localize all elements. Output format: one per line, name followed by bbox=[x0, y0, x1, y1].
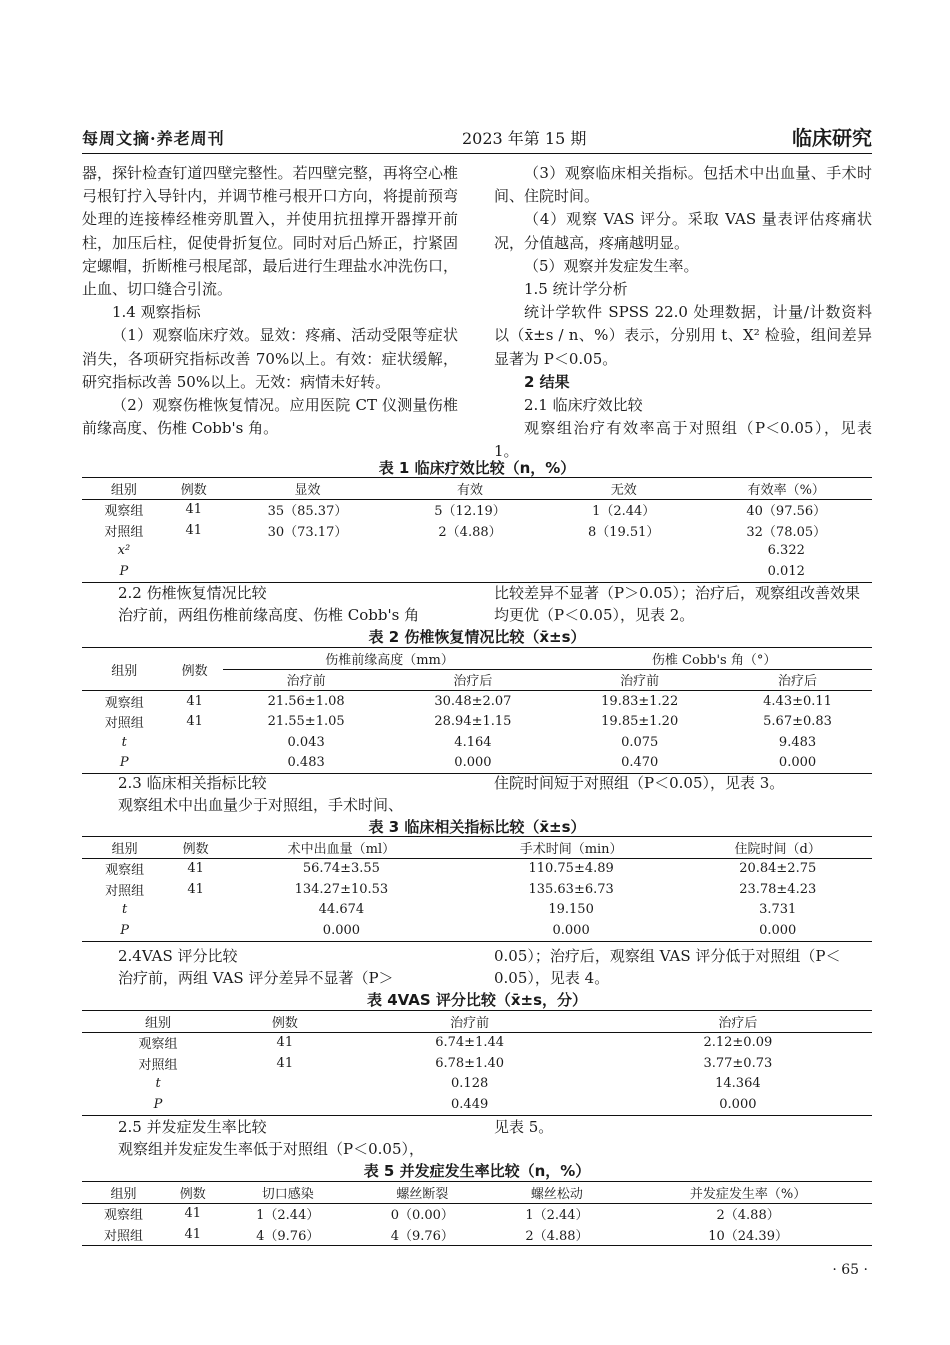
table-header-cell: 组别 bbox=[82, 648, 166, 691]
table-4-caption: 表 4VAS 评分比较（x̄±s，分） bbox=[366, 991, 588, 1009]
table-header-cell: 有效率（%） bbox=[701, 478, 872, 500]
table-header-cell: 伤椎 Cobb's 角（°） bbox=[556, 648, 872, 670]
table-4 bbox=[82, 1010, 872, 1116]
table-header-cell: 例数 bbox=[234, 1011, 335, 1033]
paragraph: 观察组并发症发生率低于对照组（P＜0.05）， bbox=[118, 1140, 424, 1158]
table-header-cell: 例数 bbox=[165, 1182, 220, 1204]
table-row: t 0.043 4.164 0.075 9.483 bbox=[121, 734, 817, 750]
paragraph: 治疗前，两组 VAS 评分差异不显著（P＞ bbox=[118, 969, 394, 987]
paragraph: 器，探针检查钉道四壁完整性。若四壁完整，再将空心椎弓根钉拧入导针内，并调节椎弓根开口方向，将提前预弯处理的连接棒经椎旁肌置入，并使用抗扭撑开器撑开前柱，加压后柱，促使骨折复位。同时对后凸矫正，拧紧固定螺帽，折断椎弓根尾部，最后进行生理盐水冲洗伤口，止血、切口缝合引流。 bbox=[82, 164, 458, 299]
table-header-cell: 组别 bbox=[82, 1182, 165, 1204]
heading-results: 2 结果 bbox=[524, 372, 570, 391]
section-title: 临床研究 bbox=[792, 126, 872, 150]
paragraph: （5）观察并发症发生率。 bbox=[524, 256, 699, 275]
right-column bbox=[494, 162, 872, 464]
table-row: x² 6.322 bbox=[117, 543, 805, 559]
table-header-cell: 治疗后 bbox=[390, 669, 557, 691]
table-3-caption: 表 3 临床相关指标比较（x̄±s） bbox=[368, 818, 586, 836]
table-2 bbox=[82, 647, 872, 774]
table-row: 对照组 41 30（73.17） 2（4.88） 8（19.51） 32（78.05） bbox=[104, 522, 827, 540]
table-header-cell: 螺丝松动 bbox=[490, 1182, 625, 1204]
table-row: 对照组 41 4（9.76） 4（9.76） 2（4.88） 10（24.39） bbox=[82, 1224, 872, 1245]
table-row: P 0.483 0.000 0.470 0.000 bbox=[82, 753, 872, 774]
table-header-cell: 例数 bbox=[167, 837, 224, 859]
paragraph: 治疗前，两组伤椎前缘高度、伤椎 Cobb's 角 bbox=[118, 606, 420, 624]
paragraph: 统计学软件 SPSS 22.0 处理数据，计量/计数资料以（x̄±s / n、%）表示，分别用 t、X² 检验，组间差异显著为 P＜0.05。 bbox=[494, 303, 872, 368]
table-header-cell: 螺丝断裂 bbox=[355, 1182, 490, 1204]
table-header-cell: 组别 bbox=[82, 1011, 234, 1033]
table-header-cell: 例数 bbox=[166, 648, 222, 691]
subheading-2-2: 2.2 伤椎恢复情况比较 bbox=[118, 584, 267, 602]
table-header-cell: 住院时间（d） bbox=[683, 837, 872, 859]
table-3 bbox=[82, 836, 872, 942]
table-2-caption: 表 2 伤椎恢复情况比较（x̄±s） bbox=[368, 628, 586, 646]
paragraph: 住院时间短于对照组（P＜0.05），见表 3。 bbox=[494, 774, 785, 792]
subheading-1-5: 1.5 统计学分析 bbox=[524, 280, 628, 299]
table-header-cell: 有效 bbox=[393, 478, 547, 500]
table-row: 对照组 41 6.78±1.40 3.77±0.73 bbox=[138, 1055, 773, 1073]
table-row: 对照组 41 21.55±1.05 28.94±1.15 19.85±1.20 5.67±0.83 bbox=[104, 714, 832, 732]
table-row: P 0.012 bbox=[82, 561, 872, 582]
table-1-caption: 表 1 临床疗效比较（n，%） bbox=[378, 459, 576, 477]
table-row: 观察组 41 35（85.37） 5（12.19） 1（2.44） 40（97.56） bbox=[104, 502, 827, 520]
paragraph: 比较差异不显著（P＞0.05）；治疗后，观察组改善效果均更优（P＜0.05），见表 2。 bbox=[494, 584, 860, 624]
journal-name: 每周文摘·养老周刊 bbox=[82, 129, 225, 148]
subheading-2-4: 2.4VAS 评分比较 bbox=[118, 947, 238, 965]
paragraph: 0.05）；治疗后，观察组 VAS 评分低于对照组（P＜0.05），见表 4。 bbox=[494, 947, 841, 987]
table-row: 对照组 41 134.27±10.53 135.63±6.73 23.78±4.23 bbox=[105, 881, 817, 899]
table-header-cell: 手术时间（min） bbox=[459, 837, 684, 859]
table-row: 观察组 41 6.74±1.44 2.12±0.09 bbox=[138, 1035, 773, 1053]
table-header-cell: 术中出血量（ml） bbox=[224, 837, 459, 859]
paragraph: （2）观察伤椎恢复情况。应用医院 CT 仪测量伤椎前缘高度、伤椎 Cobb's 角。 bbox=[82, 396, 458, 438]
subheading-2-3: 2.3 临床相关指标比较 bbox=[118, 774, 267, 792]
table-row: 观察组 41 21.56±1.08 30.48±2.07 19.83±1.22 4.43±0.11 bbox=[104, 693, 832, 711]
table-row: 观察组 41 56.74±3.55 110.75±4.89 20.84±2.75 bbox=[105, 861, 817, 879]
table-row: t 44.674 19.150 3.731 bbox=[121, 902, 797, 918]
subheading-2-1: 2.1 临床疗效比较 bbox=[524, 396, 643, 415]
table-row: 观察组 41 1（2.44） 0（0.00） 1（2.44） 2（4.88） bbox=[104, 1206, 780, 1224]
table-5-caption: 表 5 并发症发生率比较（n，%） bbox=[363, 1162, 591, 1180]
running-header bbox=[82, 122, 872, 152]
paragraph: （1）观察临床疗效。显效：疼痛、活动受限等症状消失，各项研究指标改善 70%以上。有效：症状缓解，研究指标改善 50%以上。无效：病情未好转。 bbox=[82, 326, 458, 391]
paragraph: 观察组术中出血量少于对照组，手术时间、 bbox=[118, 796, 404, 814]
paragraph: 观察组治疗有效率高于对照组（P＜0.05），见表 1。 bbox=[494, 419, 872, 461]
left-column bbox=[82, 162, 458, 440]
table-header-cell: 例数 bbox=[166, 478, 222, 500]
table-header-cell: 组别 bbox=[82, 837, 167, 859]
table-1 bbox=[82, 477, 872, 583]
paragraph: 见表 5。 bbox=[494, 1118, 554, 1136]
header-rule bbox=[82, 153, 872, 154]
table-header-cell: 并发症发生率（%） bbox=[624, 1182, 872, 1204]
table-header-cell: 切口感染 bbox=[220, 1182, 355, 1204]
table-header-cell: 伤椎前缘高度（mm） bbox=[223, 648, 557, 670]
table-header-cell: 无效 bbox=[547, 478, 701, 500]
subheading-1-4: 1.4 观察指标 bbox=[112, 303, 201, 322]
table-header-cell: 治疗后 bbox=[723, 669, 872, 691]
table-header-cell: 显效 bbox=[222, 478, 393, 500]
table-header-cell: 组别 bbox=[82, 478, 166, 500]
table-header-cell: 治疗前 bbox=[336, 1011, 604, 1033]
paragraph: （3）观察临床相关指标。包括术中出血量、手术时间、住院时间。 bbox=[494, 164, 872, 206]
subheading-2-5: 2.5 并发症发生率比较 bbox=[118, 1118, 267, 1136]
issue-label: 2023 年第 15 期 bbox=[462, 129, 587, 148]
table-header-cell: 治疗前 bbox=[223, 669, 390, 691]
table-row: t 0.128 14.364 bbox=[155, 1076, 761, 1092]
table-row: P 0.000 0.000 0.000 bbox=[82, 920, 872, 941]
table-header-cell: 治疗前 bbox=[556, 669, 723, 691]
page-number: · 65 · bbox=[832, 1262, 868, 1278]
table-header-cell: 治疗后 bbox=[604, 1011, 872, 1033]
table-5 bbox=[82, 1181, 872, 1246]
paragraph: （4）观察 VAS 评分。采取 VAS 量表评估疼痛状况，分值越高，疼痛越明显。 bbox=[494, 210, 872, 252]
table-row: P 0.449 0.000 bbox=[82, 1094, 872, 1115]
